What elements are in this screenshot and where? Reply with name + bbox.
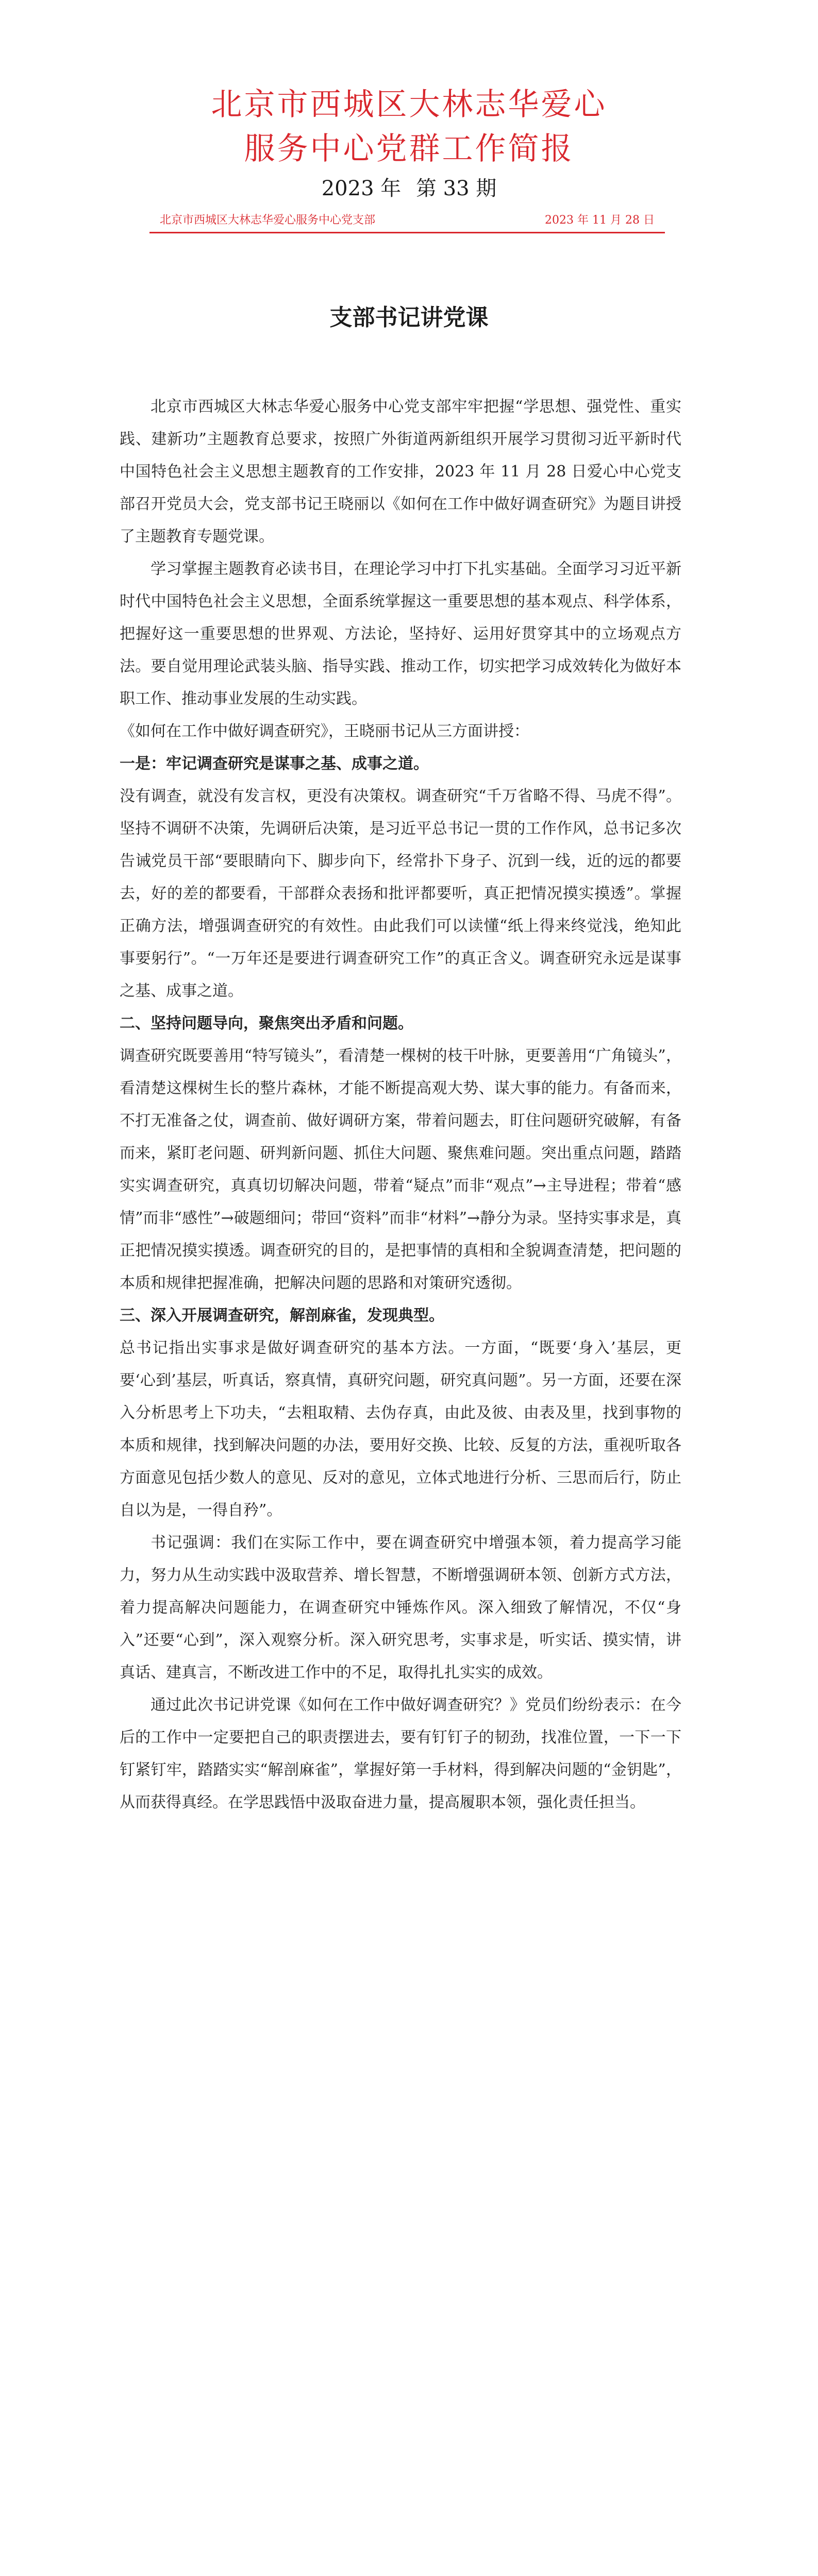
paragraph: 学习掌握主题教育必读书目，在理论学习中打下扎实基础。全面学习习近平新时代中国特色社会主义思想，全面系统掌握这一重要思想的基本观点、科学体系，把握好这一重要思想的世界观、方法论，坚持好、运用好贯穿其中的立场观点方法。要自觉用理论武装头脑、指导实践、推动工作，切实把学习成效转化为做好本职工作、推动事业发展的生动实践。	[120, 560, 681, 708]
section-heading: 一是：牢记调查研究是谋事之基、成事之道。	[120, 755, 429, 773]
issuing-org: 北京市西城区大林志华爱心服务中心党支部	[160, 214, 376, 227]
masthead	[0, 82, 818, 171]
issue-number	[0, 172, 818, 201]
section-heading: 二、坚持问题导向，聚焦突出矛盾和问题。	[120, 1014, 413, 1032]
article-title: 支部书记讲党课	[329, 304, 489, 331]
paragraph: 通过此次书记讲党课《如何在工作中做好调查研究？》党员们纷纷表示：在今后的工作中一定要把自己的职责摆进去，要有钉钉子的韧劲，找准位置，一下一下钉紧钉牢，踏踏实实“解剖麻雀”，掌握好第一手材料，得到解决问题的“金钥匙”，从而获得真经。在学思践悟中汲取奋进力量，提高履职本领，强化责任担当。	[120, 1696, 681, 1811]
masthead-title-line2: 服务中心党群工作简报	[244, 131, 574, 167]
paragraph: 没有调查，就没有发言权，更没有决策权。调查研究“千万省略不得、马虎不得”。坚持不调研不决策，先调研后决策，是习近平总书记一贯的工作作风，总书记多次告诫党员干部“要眼睛向下、脚步向下，经常扑下身子、沉到一线，近的远的都要去，好的差的都要看，干部群众表扬和批评都要听，真正把情况摸实摸透”。掌握正确方法，增强调查研究的有效性。由此我们可以读懂“纸上得来终觉浅，绝知此事要躬行”。“一万年还是要进行调查研究工作”的真正含义。调查研究永远是谋事之基、成事之道。	[120, 787, 681, 1000]
masthead-title-line1: 北京市西城区大林志华爱心	[211, 87, 607, 123]
masthead-divider	[149, 232, 665, 233]
paragraph: 《如何在工作中做好调查研究》，王晓丽书记从三方面讲授：	[120, 722, 529, 740]
paragraph: 书记强调：我们在实际工作中，要在调查研究中增强本领，着力提高学习能力，努力从生动实践中汲取营养、增长智慧，不断增强调研本领、创新方式方法，着力提高解决问题能力，在调查研究中锤炼作风。深入细致了解情况，不仅“身入”还要“心到”，深入观察分析。深入研究思考，实事求是，听实话、摸实情，讲真话、建真言，不断改进工作中的不足，取得扎扎实实的成效。	[120, 1534, 681, 1682]
issue-date: 2023 年 11 月 28 日	[545, 214, 655, 227]
paragraph: 调查研究既要善用“特写镜头”，看清楚一棵树的枝干叶脉，更要善用“广角镜头”，看清楚这棵树生长的整片森林，才能不断提高观大势、谋大事的能力。有备而来，不打无准备之仗，调查前、做好调研方案，带着问题去，盯住问题研究破解，有备而来，紧盯老问题、研判新问题、抓住大问题、聚焦难问题。突出重点问题，踏踏实实调查研究，真真切切解决问题，带着“疑点”而非“观点”→主导进程；带着“感情”而非“感性”→破题细问；带回“资料”而非“材料”→静分为录。坚持实事求是，真正把情况摸实摸透。调查研究的目的，是把事情的真相和全貌调查清楚，把问题的本质和规律把握准确，把解决问题的思路和对策研究透彻。	[120, 1047, 681, 1292]
section-heading: 三、深入开展调查研究，解剖麻雀，发现典型。	[120, 1307, 444, 1325]
article-body	[120, 391, 681, 1819]
issue-label: 第 33 期	[415, 177, 497, 200]
paragraph: 总书记指出实事求是做好调查研究的基本方法。一方面，“既要‘身入’基层，更要‘心到’基层，听真话，察真情，真研究问题，研究真问题”。另一方面，还要在深入分析思考上下功夫，“去粗取精、去伪存真，由此及彼、由表及里，找到事物的本质和规律，找到解决问题的办法，要用好交换、比较、反复的方法，重视听取各方面意见包括少数人的意见、反对的意见，立体式地进行分析、三思而后行，防止自以为是，一得自矜”。	[120, 1339, 681, 1519]
paragraph: 北京市西城区大林志华爱心服务中心党支部牢牢把握“学思想、强党性、重实践、建新功”主题教育总要求，按照广外街道两新组织开展学习贯彻习近平新时代中国特色社会主义思想主题教育的工作安排，2023 年 11 月 28 日爱心中心党支部召开党员大会，党支部书记王晓丽以《如何在工作中做好调查研究》为题目讲授了主题教育专题党课。	[120, 398, 681, 546]
issue-year: 2023 年	[321, 177, 402, 200]
